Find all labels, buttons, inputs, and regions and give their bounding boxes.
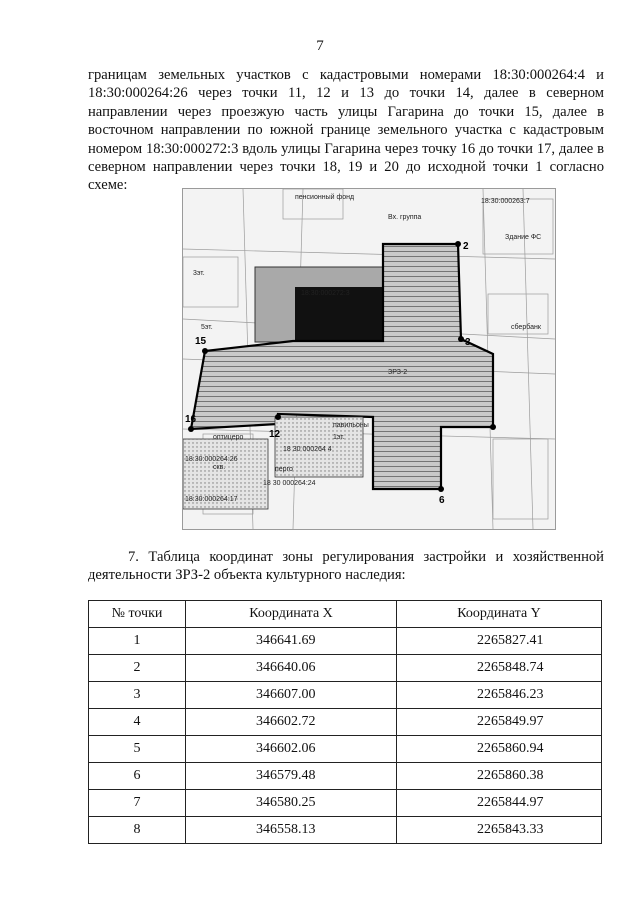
table-row: [89, 655, 602, 682]
zone-scheme-map: [182, 188, 556, 530]
header-coordinate-x: Координата X: [186, 601, 397, 628]
coordinates-table: [88, 600, 602, 844]
label-pension-fund: пенсионный фонд: [295, 194, 355, 201]
cell-coordinate-x: 346580.25: [186, 790, 397, 817]
table-row: [89, 709, 602, 736]
cell-coordinate-x: 346641.69: [186, 628, 397, 655]
cell-point-number: 7: [89, 790, 186, 817]
point-6-label: 6: [439, 495, 445, 506]
cell-coordinate-y: 2265846.23: [397, 682, 602, 709]
cell-coordinate-y: 2265849.97: [397, 709, 602, 736]
label-floors-1: 1эт.: [333, 434, 345, 441]
cell-coordinate-y: 2265848.74: [397, 655, 602, 682]
cell-point-number: 8: [89, 817, 186, 844]
point-12-label: 12: [269, 429, 281, 440]
cell-coordinate-x: 346607.00: [186, 682, 397, 709]
cell-coordinate-y: 2265860.94: [397, 736, 602, 763]
label-landscape: скв.: [213, 464, 226, 471]
zone-scheme-svg: [183, 189, 555, 529]
label-building-fs: Здание ФС: [505, 234, 542, 241]
table-row: [89, 790, 602, 817]
label-parcel-264-24: 18 30 000264:24: [263, 480, 316, 487]
label-parcel-264-17: 18:30:000264:17: [185, 496, 238, 503]
label-floors-3: 3эт.: [193, 270, 205, 277]
header-point-number: № точки: [89, 601, 186, 628]
cell-point-number: 4: [89, 709, 186, 736]
point-3-label: 3: [465, 337, 471, 348]
cell-coordinate-x: 346640.06: [186, 655, 397, 682]
label-zone-code: ЗРЗ-2: [388, 369, 408, 376]
cell-point-number: 6: [89, 763, 186, 790]
cell-point-number: 1: [89, 628, 186, 655]
label-parcel-264-4: 18 30 000264 4: [283, 446, 332, 453]
cell-point-number: 5: [89, 736, 186, 763]
cell-coordinate-x: 346558.13: [186, 817, 397, 844]
cell-coordinate-y: 2265843.33: [397, 817, 602, 844]
cell-coordinate-y: 2265860.38: [397, 763, 602, 790]
table-row: [89, 763, 602, 790]
section-title: 7. Таблица координат зоны регулирования застройки и хозяйственной деятельности ЗРЗ-2 объекта культурного наследия:: [88, 549, 604, 584]
table-row: [89, 682, 602, 709]
label-cadastral-263: 18:30:000263:7: [481, 198, 530, 205]
label-entrance: Вх. группа: [388, 214, 422, 221]
label-sberbank: сбербанк: [511, 324, 541, 331]
table-header-row: [89, 601, 602, 628]
cell-coordinate-x: 346602.72: [186, 709, 397, 736]
label-pergola: перго: [275, 466, 293, 473]
body-paragraph: границам земельных участков с кадастровыми номерами 18:30:000264:4 и 18:30:000264:26 через точки 11, 12 и 13 до точки 14, далее в северном направлении через проезжую часть улицы Гагарина до точки 15, далее в восточном направлении по южной границе земельного участка с кадастровым номером 18:30:000272:3 вдоль улицы Гагарина через точку 16 до точки 17, далее в северном направлении через точки 18, 19 и 20 до исходной точки 1 согласно схеме:: [88, 67, 604, 194]
page-number: 7: [316, 38, 324, 54]
label-kiosk: оптицеро: [213, 434, 244, 441]
cell-coordinate-y: 2265827.41: [397, 628, 602, 655]
table-row: [89, 628, 602, 655]
label-parcel-264-26: 18:30:000264:26: [185, 456, 238, 463]
table-row: [89, 817, 602, 844]
header-coordinate-y: Координата Y: [397, 601, 602, 628]
label-pavilions: павильоны: [333, 422, 369, 429]
cell-point-number: 2: [89, 655, 186, 682]
point-15-label: 15: [195, 336, 207, 347]
cell-point-number: 3: [89, 682, 186, 709]
label-parcel-272: 18:30:000272:3: [301, 290, 350, 297]
point-16-label: 16: [185, 414, 197, 425]
label-floors-5: 5эт.: [201, 324, 213, 331]
cell-coordinate-y: 2265844.97: [397, 790, 602, 817]
table-row: [89, 736, 602, 763]
point-2-label: 2: [463, 241, 469, 252]
cell-coordinate-x: 346602.06: [186, 736, 397, 763]
cell-coordinate-x: 346579.48: [186, 763, 397, 790]
